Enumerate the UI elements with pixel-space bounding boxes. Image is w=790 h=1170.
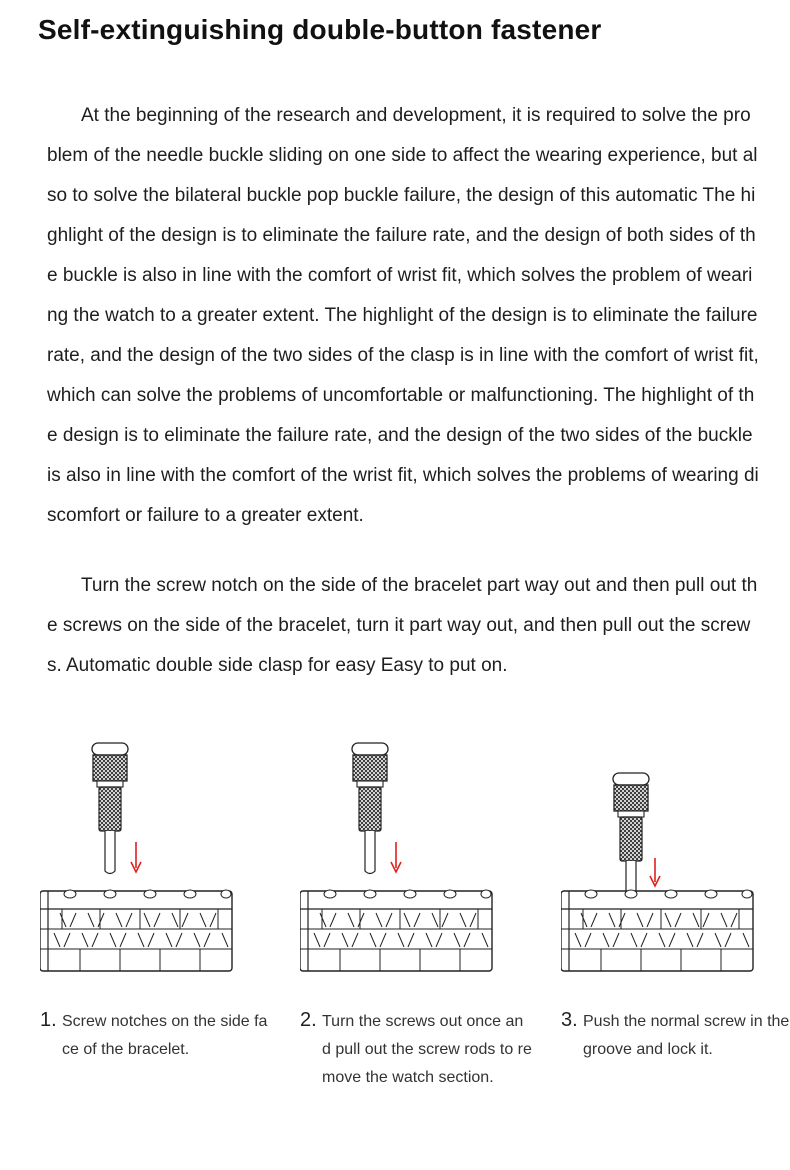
step-2-illustration [300,740,500,990]
step-text: Turn the screws out once and pull out the screw rods to remove the watch section. [322,1013,532,1086]
down-arrow-icon [131,842,141,872]
step-1-illustration [40,740,240,990]
bracelet-icon [561,890,753,971]
bracelet-icon [300,890,492,971]
screwdriver-icon [352,743,388,874]
step-3-illustration [561,740,761,990]
intro-paragraph: At the beginning of the research and development, it is required to solve the problem of the needle buckle sliding on one side to affect the wearing experience, but also to solve the bilateral buckle pop buckle failure, the design of this automatic The highlight of the design is to eliminate the failure rate, and the design of both sides of the buckle is also in line with the comfort of wrist fit, which solves the problem of wearing the watch to a greater extent. The highlight of the design is to eliminate the failure rate, and the design of the two sides of the clasp is in line with the comfort of wrist fit, which can solve the problems of uncomfortable or malfunctioning. The highlight of the design is to eliminate the failure rate, and the design of the two sides of the buckle is also in line with the comfort of the wrist fit, which solves the problems of wearing discomfort or failure to a greater extent. [47,105,759,526]
screwdriver-icon [613,773,649,904]
page-title: Self-extinguishing double-button fastener [38,14,602,45]
step-text: Screw notches on the side face of the bracelet. [62,1013,268,1058]
bracelet-icon [40,890,232,971]
step-text: Push the normal screw in the groove and lock it. [583,1013,790,1058]
step-number: 1. [40,1009,57,1031]
instructions-paragraph: Turn the screw notch on the side of the bracelet part way out and then pull out the screws on the side of the bracelet, turn it part way out, and then pull out the screws. Automatic double side clasp for easy Easy to put on. [47,575,758,676]
step-number: 3. [561,1009,578,1031]
step-number: 2. [300,1009,317,1031]
down-arrow-icon [391,842,401,872]
down-arrow-icon [650,858,660,886]
screwdriver-icon [92,743,128,874]
